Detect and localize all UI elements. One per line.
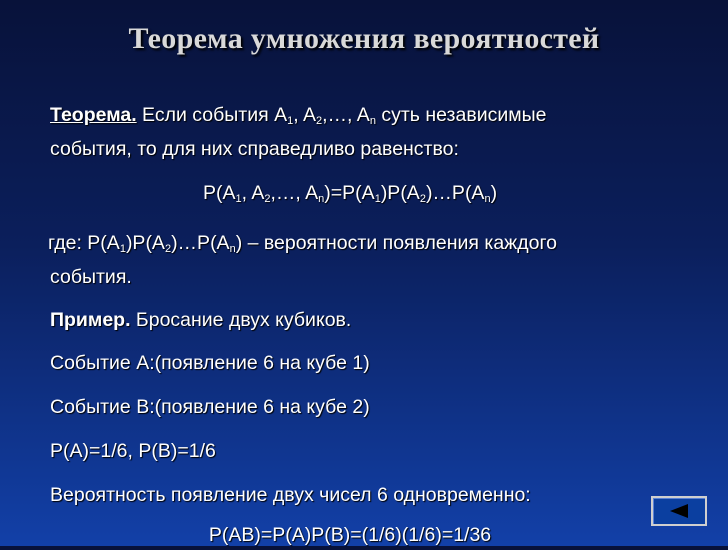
subscript: 2 (316, 115, 323, 127)
theorem-text: суть независимые (375, 104, 547, 126)
theorem-text: Если события A (136, 104, 288, 126)
formula-text: , A (241, 182, 265, 204)
theorem-text: ,…, A (322, 104, 370, 126)
example-line (50, 305, 351, 335)
where-line-1 (48, 228, 557, 258)
theorem-label: Теорема. (50, 104, 137, 126)
example-label: Пример. (50, 309, 131, 331)
formula-text: )=P(A (324, 182, 375, 204)
where-text: )…P(A (171, 232, 230, 254)
where-text: )P(A (125, 232, 165, 254)
theorem-formula (50, 178, 650, 208)
formula-text: )P(A (380, 182, 420, 204)
example-text: Бросание двух кубиков. (130, 309, 352, 331)
event-b-line: Событие B:(появление 6 на кубе 2) (50, 396, 370, 418)
subscript: 1 (119, 243, 126, 255)
subscript: 1 (235, 193, 242, 205)
formula-text: ) (490, 182, 498, 204)
subscript: 2 (164, 243, 172, 255)
subscript: n (484, 193, 491, 205)
theorem-line-2: события, то для них справедливо равенство: (50, 138, 459, 160)
result-formula: P(AB)=P(A)P(B)=(1/6)(1/6)=1/36 (208, 524, 492, 546)
back-arrow-icon (668, 503, 690, 519)
theorem-text: , A (293, 104, 316, 126)
subscript: n (318, 193, 325, 205)
simultaneous-line: Вероятность появление двух чисел 6 одновременно: (50, 484, 531, 506)
formula-text: ,…, A (270, 182, 319, 204)
formula-text: P(A (202, 182, 236, 204)
slide-title: Теорема умножения вероятностей (128, 22, 600, 55)
theorem-line-1 (50, 100, 547, 130)
subscript: n (369, 115, 376, 127)
subscript: 2 (419, 193, 426, 205)
where-text: где: P(A (48, 232, 120, 254)
formula-text: )…P(A (425, 182, 485, 204)
event-a-line: Событие A:(появление 6 на кубе 1) (50, 352, 370, 374)
back-button[interactable] (651, 496, 707, 526)
subscript: n (229, 243, 236, 255)
where-text: ) – вероятности появления каждого (235, 232, 557, 254)
where-line-2: события. (50, 266, 132, 288)
probabilities-line: P(A)=1/6, P(B)=1/6 (50, 440, 216, 462)
subscript: 2 (264, 193, 271, 205)
subscript: 1 (287, 115, 294, 127)
subscript: 1 (374, 193, 381, 205)
